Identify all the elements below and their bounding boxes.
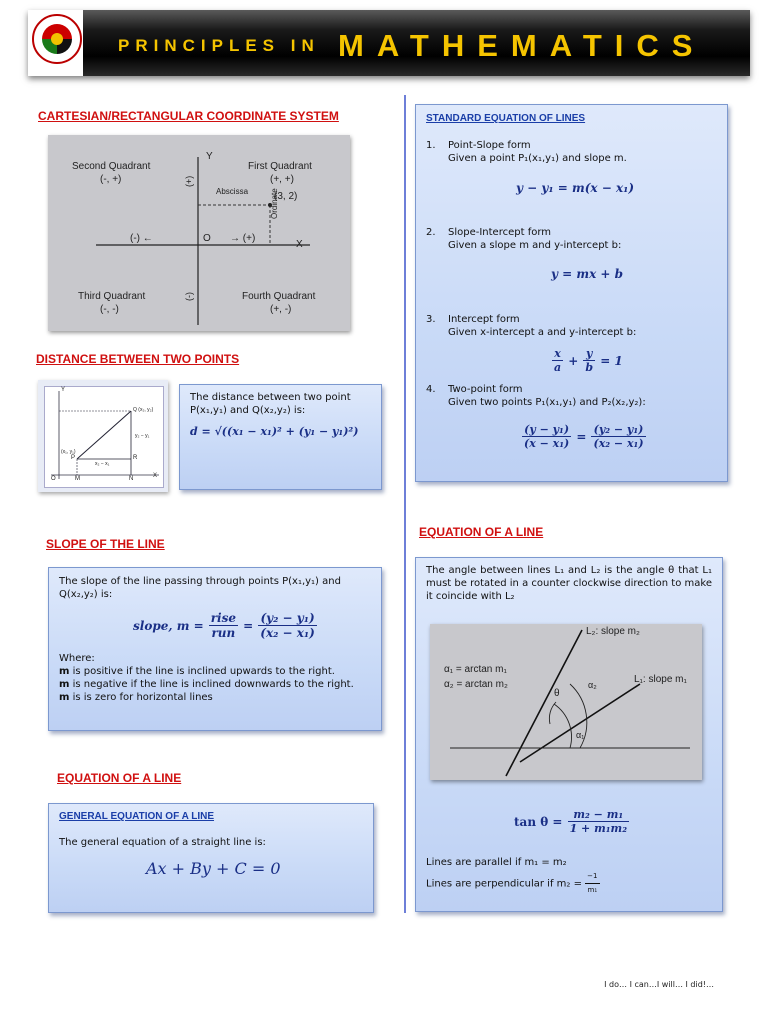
item3-num: 3. <box>426 314 436 325</box>
fourth-quadrant-label: Fourth Quadrant <box>242 291 316 302</box>
distance-figure <box>38 380 168 492</box>
distance-box <box>179 384 382 490</box>
fig-alpha1-label: α₁ <box>576 730 585 740</box>
fig-dy-label: y₂ − y₁ <box>135 433 150 439</box>
slope-rise: rise <box>210 611 237 625</box>
item2-title: Slope-Intercept form <box>448 227 552 238</box>
item4-title: Two-point form <box>448 384 523 395</box>
slope-title: SLOPE OF THE LINE <box>46 537 165 551</box>
standard-title: STANDARD EQUATION OF LINES <box>426 113 586 124</box>
item1-num: 1. <box>426 140 436 151</box>
slope-negative: m is negative if the line is inclined downwards to the right. <box>59 679 354 690</box>
fig-a1-label: α₁ = arctan m₁ <box>444 664 507 675</box>
general-equation-formula: Ax + By + C = 0 <box>146 859 281 878</box>
fig-m-label: M <box>75 476 80 482</box>
header-title-main: MATHEMATICS <box>338 28 706 63</box>
tan-formula: tan θ = $\frac{\text{m₂ − m₁}}{\text{1 + m₁m₂}}$ <box>514 808 628 835</box>
neg-x-label: (-) ← <box>130 233 153 244</box>
fig-p-label: (x₁, y₁) <box>61 449 76 455</box>
item1-eq: y − y₁ = m(x − x₁) <box>516 181 635 195</box>
general-equation-title: GENERAL EQUATION OF A LINE <box>59 811 215 822</box>
slope-zero: m is is zero for horizontal lines <box>59 692 213 703</box>
first-quadrant-sign: (+, +) <box>270 174 294 185</box>
fourth-quadrant-sign: (+, -) <box>270 304 292 315</box>
fig-alpha2-label: α₂ <box>588 680 597 690</box>
first-quadrant-label: First Quadrant <box>248 161 312 172</box>
slope-formula: slope, m = $\frac{\text{rise}}{\text{run}}$ = $\frac{\text{(y₂ − y₁)}}{\text{(x₂ − x₁)}}$ <box>133 611 315 640</box>
item2-desc: Given a slope m and y-intercept b: <box>448 240 622 251</box>
abscissa-label: Abscissa <box>216 187 249 196</box>
slope-num: (y₂ − y₁) <box>258 611 317 626</box>
slope-positive: m is positive if the line is inclined upwards to the right. <box>59 666 335 677</box>
third-quadrant-label: Third Quadrant <box>78 291 146 302</box>
fig-a2-label: α₂ = arctan m₂ <box>444 679 508 690</box>
distance-text-b: P(x₁,y₁) and Q(x₂,y₂) is: <box>190 405 306 416</box>
item2-eq: y = mx + b <box>551 267 624 281</box>
third-quadrant-sign: (-, -) <box>100 304 119 315</box>
fig-l2-label: L₂: slope m₂ <box>586 626 640 637</box>
second-quadrant-label: Second Quadrant <box>72 161 151 172</box>
fig-theta-label: θ <box>554 688 560 699</box>
angle-text: The angle between lines L₁ and L₂ is the angle θ that L₁ must be rotated in a counter clockwise direction to make it coincide with L₂ <box>426 565 712 602</box>
item3-desc: Given x-intercept a and y-intercept b: <box>448 327 637 338</box>
ordinate-label: Ordinate <box>270 188 279 219</box>
fig-dx-label: x₂ − x₁ <box>95 461 110 467</box>
parallel-text: Lines are parallel if m₁ = m₂ <box>426 857 567 868</box>
distance-text-a: The distance between two point <box>190 392 351 403</box>
item1-title: Point-Slope form <box>448 140 531 151</box>
origin-label: O <box>203 233 211 244</box>
equation-right-title: EQUATION OF A LINE <box>419 525 544 539</box>
distance-formula: d = √((x₁ − x₁)² + (y₁ − y₁)²) <box>190 425 359 438</box>
slope-intro: The slope of the line passing through points P(x₁,y₁) and Q(x₂,y₂) is: <box>59 576 341 600</box>
fig-r-label: R <box>133 455 138 461</box>
general-equation-text: The general equation of a straight line is: <box>59 837 266 848</box>
footer-motto: I do… I can…I will… I did!… <box>604 980 714 989</box>
fig-x-label: X <box>153 473 158 479</box>
slope-box <box>48 567 382 731</box>
perpendicular-text: Lines are perpendicular if m₂ = $\frac{-1}{\text{m₁}}$ <box>426 872 598 894</box>
cartesian-title: CARTESIAN/RECTANGULAR COORDINATE SYSTEM <box>38 109 339 123</box>
item3-title: Intercept form <box>448 314 520 325</box>
fig-y-label: Y <box>61 387 66 393</box>
slope-lhs: slope, m = <box>133 619 204 633</box>
item4-eq: $\frac{\text{(y − y₁)}}{\text{(x − x₁)}}$ = $\frac{\text{(y₂ − y₁)}}{\text{(x₂ − x₁)}}$ <box>524 423 644 450</box>
neg-y-label: (-) <box>184 292 194 301</box>
cartesian-figure <box>48 135 350 331</box>
pos-x-label: → (+) <box>230 233 256 244</box>
general-equation-box <box>48 803 374 913</box>
fig-l1-label: L₁: slope m₁ <box>634 674 687 685</box>
second-quadrant-sign: (-, +) <box>100 174 122 185</box>
item3-eq: $\frac{x}{a}$ + $\frac{y}{b}$ = 1 <box>554 347 623 374</box>
item4-desc: Given two points P₁(x₁,y₁) and P₂(x₂,y₂): <box>448 397 646 408</box>
header-title-prefix: PRINCIPLES IN <box>118 36 320 55</box>
item2-num: 2. <box>426 227 436 238</box>
fig-o-label: O <box>51 476 56 482</box>
fig-pp-label: P <box>71 455 76 461</box>
angle-figure <box>430 624 702 780</box>
y-axis-label: Y <box>206 151 213 162</box>
point-label: (3, 2) <box>274 191 298 202</box>
distance-title: DISTANCE BETWEEN TWO POINTS <box>36 352 240 366</box>
fig-n-label: N <box>129 476 134 482</box>
slope-where: Where: <box>59 653 95 664</box>
item1-desc: Given a point P₁(x₁,y₁) and slope m. <box>448 153 627 164</box>
item4-num: 4. <box>426 384 436 395</box>
slope-run: run <box>211 626 236 640</box>
angle-box <box>415 557 723 912</box>
slope-den: (x₂ − x₁) <box>260 626 315 640</box>
school-logo <box>32 14 82 64</box>
column-divider <box>404 95 406 913</box>
equation-left-title: EQUATION OF A LINE <box>57 771 182 785</box>
pos-y-label: (+) <box>184 175 194 187</box>
x-axis-label: X <box>296 239 303 250</box>
fig-q-label: Q (x₂, y₂) <box>133 407 154 413</box>
standard-equations-box <box>415 104 728 482</box>
